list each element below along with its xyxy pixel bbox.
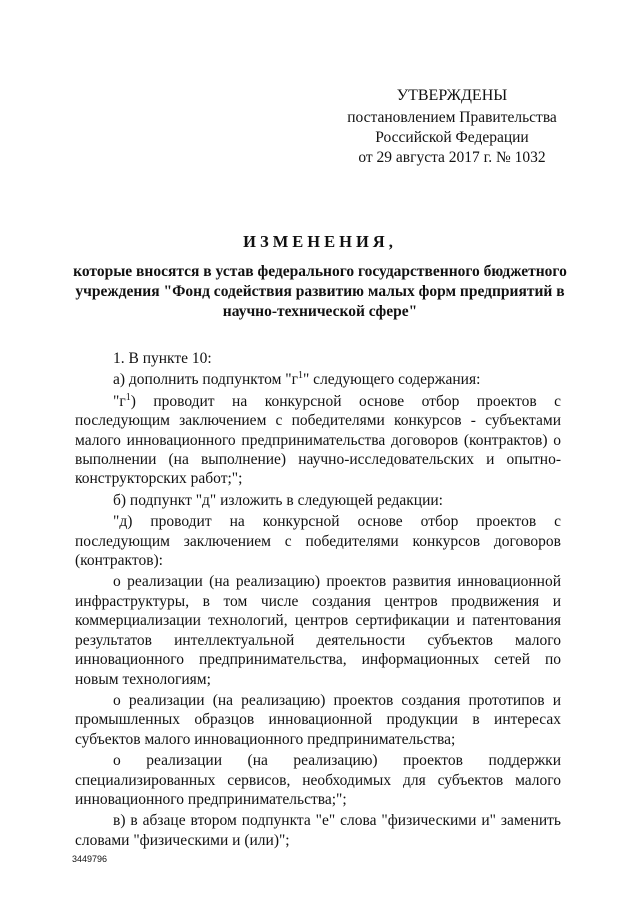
- paragraph-4: б) подпункт "д" изложить в следующей редакции:: [113, 491, 443, 509]
- approval-line-2: Российской Федерации: [375, 129, 529, 146]
- document-subtitle: которые вносятся в устав федерального государственного бюджетного учреждения "Фонд содействия развитию малых форм предприятий в научно-технической сфере": [73, 263, 567, 320]
- approval-line-3: от 29 августа 2017 г. № 1032: [358, 149, 546, 166]
- document-title: ИЗМЕНЕНИЯ,: [243, 232, 397, 251]
- superscript-1: 1: [297, 370, 303, 382]
- document-number: 3449796: [72, 854, 108, 864]
- paragraph-5: "д) проводит на конкурсной основе отбор проектов с последующим заключением с победителями конкурсов договоров (контрактов):: [75, 513, 561, 570]
- paragraph-1: 1. В пункте 10:: [113, 350, 212, 367]
- paragraph-3: [75, 392, 561, 489]
- paragraph-8: о реализации (на реализацию) проектов поддержки специализированных сервисов, необходимых для субъектов малого инновационного предпринимательства;";: [75, 752, 561, 808]
- paragraph-6: о реализации (на реализацию) проектов развития инновационной инфраструктуры, в том числе создания центров продвижения и коммерциализации технологий, центров сертификации и патентования результатов интеллектуальной деятельности субъектов малого инновационного предпринимательства, информационных сетей по новым технологиям;: [75, 573, 561, 688]
- paragraph-9: в) в абзаце втором подпункта "е" слова "физическими и" заменить словами "физическими и (или)";: [75, 812, 561, 849]
- superscript-1: 1: [125, 391, 131, 403]
- paragraph-2-text-start: а) дополнить подпунктом "г: [113, 371, 298, 389]
- document-body: [75, 349, 561, 850]
- approval-line-1: постановлением Правительства: [347, 109, 557, 126]
- approval-heading: УТВЕРЖДЕНЫ: [396, 87, 508, 104]
- paragraph-2-text-end: " следующего содержания:: [302, 371, 481, 389]
- paragraph-3-text-end: ) проводит на конкурсной основе отбор проектов с последующим заключением с победителями конкурсов - субъектами малого инновационного предпринимательства договоров (контрактов) о выполнении (на выполнение) научно-исследовательских и опытно-конструкторских работ;";: [75, 392, 561, 488]
- approval-stamp: [322, 86, 582, 168]
- paragraph-3-text-start: "г: [113, 392, 126, 410]
- paragraph-7: о реализации (на реализацию) проектов создания прототипов и промышленных образцов инновационной продукции в интересах субъектов малого инновационного предпринимательства;: [75, 691, 561, 748]
- paragraph-2: [75, 370, 561, 389]
